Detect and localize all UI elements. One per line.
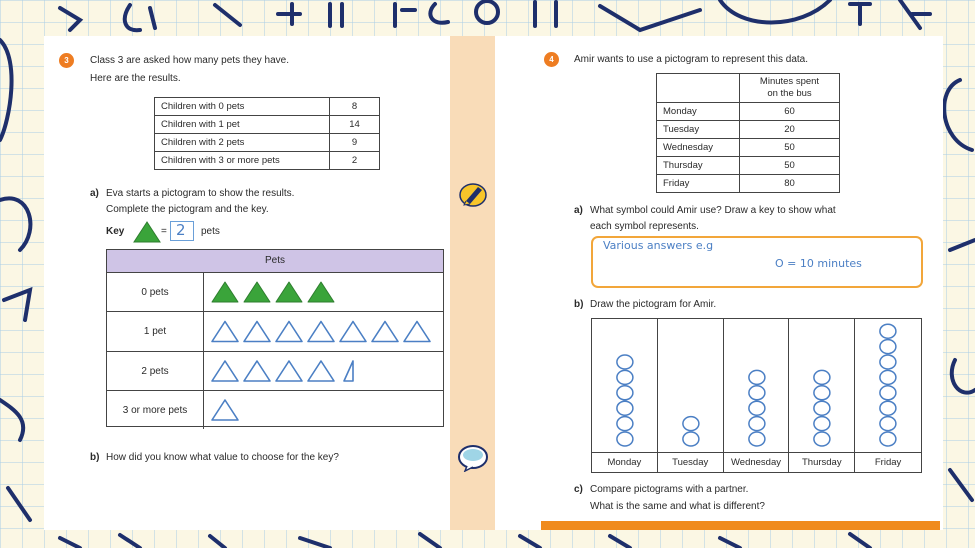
- minutes-cell: 50: [740, 139, 840, 157]
- question-intro: Amir wants to use a pictogram to represent this data.: [574, 54, 808, 65]
- answer-key-handwritten: O = 10 minutes: [775, 257, 862, 270]
- drawn-triangle-icon: [340, 322, 366, 342]
- pictogram-column: [658, 319, 724, 472]
- drawn-circle-icon: [880, 417, 896, 431]
- drawn-triangle-icon: [212, 322, 238, 342]
- key-value-handwritten: 2: [176, 221, 186, 239]
- pictogram-day-label: Tuesday: [658, 452, 723, 472]
- drawn-triangle-icon: [276, 361, 302, 381]
- pictogram-symbols[interactable]: [204, 352, 443, 390]
- pictogram-header: Pets: [107, 250, 443, 273]
- discussion-bubble-icon: [457, 444, 489, 472]
- day-cell: Monday: [657, 103, 740, 121]
- drawn-triangle-icon: [404, 322, 430, 342]
- pictogram-day-label: Monday: [592, 452, 657, 472]
- drawn-triangle-icon: [372, 322, 398, 342]
- minutes-cell: 50: [740, 157, 840, 175]
- drawn-circle-icon: [617, 355, 633, 369]
- drawn-circle-icon: [617, 417, 633, 431]
- question-number-badge: 3: [59, 53, 74, 68]
- row-label: Children with 1 pet: [155, 116, 330, 134]
- question-intro: Class 3 are asked how many pets they have.: [90, 55, 289, 66]
- day-cell: Wednesday: [657, 139, 740, 157]
- minutes-cell: 20: [740, 121, 840, 139]
- pictogram-column: [724, 319, 790, 472]
- table-row: [657, 121, 840, 139]
- drawn-triangle-icon: [276, 322, 302, 342]
- drawn-circle-icon: [880, 370, 896, 384]
- drawn-circle-icon: [880, 401, 896, 415]
- pictogram-day-label: Thursday: [789, 452, 854, 472]
- part-c-line1: Compare pictograms with a partner.: [590, 484, 749, 495]
- pictogram-column: [855, 319, 921, 472]
- part-c-line2: What is the same and what is different?: [590, 501, 765, 512]
- page-footer-bar: [541, 521, 940, 530]
- row-value: 2: [330, 152, 380, 170]
- pictogram-day-label: Wednesday: [724, 452, 789, 472]
- drawn-circle-icon: [683, 432, 699, 446]
- pictogram-symbols[interactable]: [204, 273, 443, 311]
- pictogram-symbols[interactable]: [204, 312, 443, 351]
- pictogram-symbols[interactable]: [204, 391, 443, 429]
- row-label: Children with 3 or more pets: [155, 152, 330, 170]
- green-triangle-icon: [276, 282, 302, 302]
- key-equals: =: [161, 226, 167, 237]
- drawn-circle-icon: [617, 370, 633, 384]
- pictogram-row: [107, 391, 443, 429]
- part-b-text: Draw the pictogram for Amir.: [590, 299, 717, 310]
- drawn-circle-icon: [748, 401, 764, 415]
- drawn-circle-icon: [880, 324, 896, 338]
- bus-pictogram: [591, 318, 922, 473]
- drawn-circle-icon: [880, 355, 896, 369]
- drawn-triangle-icon: [244, 361, 270, 381]
- table-row: [657, 157, 840, 175]
- drawn-circle-icon: [683, 417, 699, 431]
- table-row: [657, 139, 840, 157]
- part-a-line2: each symbol represents.: [590, 221, 699, 232]
- pictogram-day-label: Friday: [855, 452, 921, 472]
- key-label: Key: [106, 226, 125, 237]
- answer-handwritten: Various answers e.g: [603, 239, 714, 252]
- question-number-badge: 4: [544, 52, 559, 67]
- bus-minutes-table: [656, 73, 840, 193]
- pictogram-row-label: 2 pets: [107, 352, 204, 390]
- table-row: [155, 152, 380, 170]
- drawn-circle-icon: [814, 386, 830, 400]
- drawn-circle-icon: [880, 386, 896, 400]
- green-triangle-icon: [212, 282, 238, 302]
- part-a-line1: Eva starts a pictogram to show the results.: [106, 188, 295, 199]
- pictogram-row: [107, 312, 443, 352]
- pictogram-row: [107, 352, 443, 391]
- part-a-letter: a): [574, 205, 583, 216]
- minutes-cell: 60: [740, 103, 840, 121]
- drawn-circle-icon: [748, 417, 764, 431]
- row-value: 9: [330, 134, 380, 152]
- minutes-cell: 80: [740, 175, 840, 193]
- green-triangle-key-icon: [132, 220, 162, 244]
- drawn-triangle-icon: [308, 322, 334, 342]
- pictogram-row: [107, 273, 443, 312]
- drawn-triangle-icon: [308, 361, 334, 381]
- table-row: [155, 116, 380, 134]
- table-row: [155, 134, 380, 152]
- row-value: 14: [330, 116, 380, 134]
- drawn-circle-icon: [617, 386, 633, 400]
- part-a-line1: What symbol could Amir use? Draw a key to show what: [590, 205, 836, 216]
- pets-data-table: [154, 97, 380, 170]
- key-unit: pets: [201, 226, 220, 237]
- green-triangle-icon: [244, 282, 270, 302]
- drawn-circle-icon: [617, 432, 633, 446]
- table-header-line1: Minutes spent: [759, 76, 820, 87]
- table-row: [657, 175, 840, 193]
- pictogram-row-label: 0 pets: [107, 273, 204, 311]
- drawn-circle-icon: [748, 386, 764, 400]
- results-text: Here are the results.: [90, 73, 181, 84]
- part-a-letter: a): [90, 188, 99, 199]
- row-label: Children with 2 pets: [155, 134, 330, 152]
- pictogram-row-label: 3 or more pets: [107, 391, 204, 429]
- drawn-triangle-icon: [212, 400, 238, 420]
- table-header-line2: on the bus: [767, 88, 812, 99]
- pictogram-row-label: 1 pet: [107, 312, 204, 351]
- drawn-circle-icon: [814, 432, 830, 446]
- part-b-letter: b): [574, 299, 584, 310]
- row-label: Children with 0 pets: [155, 98, 330, 116]
- drawn-circle-icon: [880, 432, 896, 446]
- table-row: [155, 98, 380, 116]
- drawn-circle-icon: [748, 432, 764, 446]
- pictogram-column: [789, 319, 855, 472]
- drawn-circle-icon: [748, 370, 764, 384]
- table-row: [657, 103, 840, 121]
- day-cell: Friday: [657, 175, 740, 193]
- drawn-circle-icon: [814, 401, 830, 415]
- drawn-circle-icon: [814, 370, 830, 384]
- drawn-triangle-icon: [244, 322, 270, 342]
- row-value: 8: [330, 98, 380, 116]
- part-a-line2: Complete the pictogram and the key.: [106, 204, 269, 215]
- part-b-letter: b): [90, 452, 100, 463]
- pencil-icon: [458, 181, 488, 208]
- part-b-text: How did you know what value to choose for the key?: [106, 452, 339, 463]
- day-cell: Thursday: [657, 157, 740, 175]
- drawn-circle-icon: [617, 401, 633, 415]
- day-cell: Tuesday: [657, 121, 740, 139]
- pets-pictogram: [106, 249, 444, 427]
- part-c-letter: c): [574, 484, 583, 495]
- drawn-circle-icon: [880, 340, 896, 354]
- drawn-circle-icon: [814, 417, 830, 431]
- drawn-triangle-icon: [212, 361, 238, 381]
- pictogram-column: [592, 319, 658, 472]
- green-triangle-icon: [308, 282, 334, 302]
- half-triangle-icon: [344, 361, 353, 381]
